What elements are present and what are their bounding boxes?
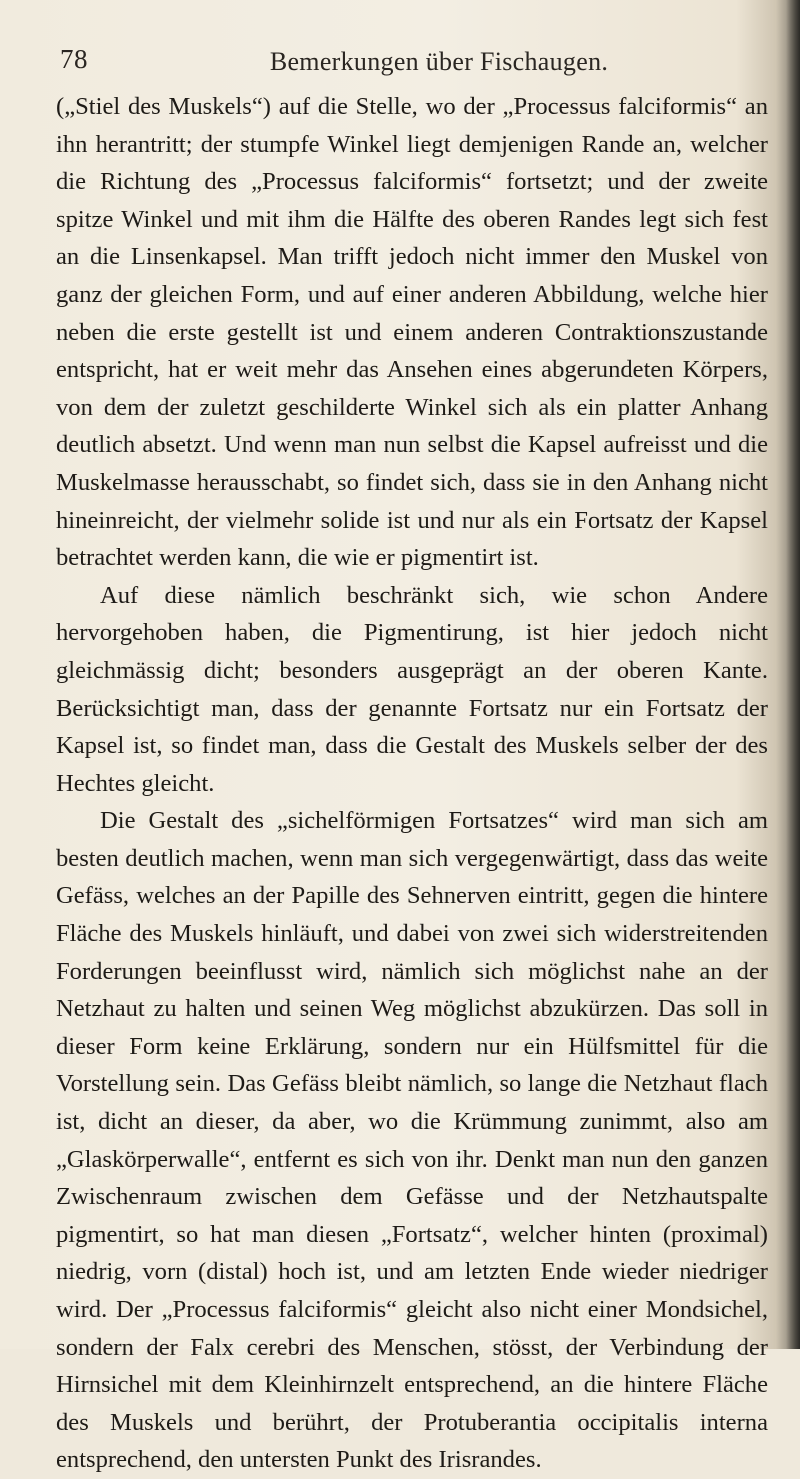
page-header <box>60 44 760 84</box>
paragraph-pigmentation: Auf diese nämlich beschränkt sich, wie schon Andere hervorgehoben haben, die Pigmentirung, ist hier jedoch nicht gleichmässig dicht; besonders ausgeprägt an der oberen Kante. Berücksichtigt man, dass der genannte Fortsatz nur ein Fortsatz der Kapsel ist, so findet man, dass die Gestalt des Muskels selber der des Hechtes gleicht. <box>56 581 768 797</box>
page-edge-shadow <box>786 0 800 1349</box>
running-head: Bemerkungen über Fischaugen. <box>269 47 609 76</box>
page-number: 78 <box>60 44 88 74</box>
body-text <box>56 88 768 1479</box>
paragraph-continuation: („Stiel des Muskels“) auf die Stelle, wo der „Processus falciformis“ an ihn herantritt; der stumpfe Winkel liegt demjenigen Rande an, welcher die Richtung des „Processus falciformis“ fortsetzt; und der zweite spitze Winkel und mit ihm die Hälfte des oberen Randes legt sich fest an die Linsenkapsel. Man trifft jedoch nicht immer den Muskel von ganz der gleichen Form, und auf einer anderen Abbildung, welche hier neben die erste gestellt ist und einem anderen Contraktionszustande entspricht, hat er weit mehr das Ansehen eines abgerundeten Körpers, von dem der zuletzt geschilderte Winkel sich als ein platter Anhang deutlich absetzt. Und wenn man nun selbst die Kapsel aufreisst und die Muskelmasse herausschabt, so findet sich, dass sie in den Anhang nicht hineinreicht, der vielmehr solide ist und nur als ein Fortsatz der Kapsel betrachtet werden kann, die wie er pigmentirt ist. <box>56 93 768 572</box>
paragraph-processus-falciformis: Die Gestalt des „sichelförmigen Fortsatzes“ wird man sich am besten deutlich machen, wenn man sich vergegenwärtigt, dass das weite Gefäss, welches an der Papille des Sehnerven eintritt, gegen die hintere Fläche des Muskels hinläuft, und dabei von zwei sich widerstreitenden Forderungen beeinflusst wird, nämlich sich möglichst nahe an der Netzhaut zu halten und seinen Weg möglichst abzukürzen. Das soll in dieser Form keine Erklärung, sondern nur ein Hülfsmittel für die Vorstellung sein. Das Gefäss bleibt nämlich, so lange die Netzhaut flach ist, dicht an dieser, da aber, wo die Krümmung zunimmt, also am „Glaskörperwalle“, entfernt es sich von ihr. Denkt man nun den ganzen Zwischenraum zwischen dem Gefässe und der Netzhautspalte pigmentirt, so hat man diesen „Fortsatz“, welcher hinten (proximal) niedrig, vorn (distal) hoch ist, und am letzten Ende wieder niedriger wird. Der „Processus falciformis“ gleicht also nicht einer Mondsichel, sondern der Falx cerebri des Menschen, stösst, der Verbindung der Hirnsichel mit dem Kleinhirnzelt entsprechend, an die hintere Fläche des Muskels und berührt, der Protuberantia occipitalis interna entsprechend, den untersten Punkt des Irisrandes. <box>56 807 768 1474</box>
